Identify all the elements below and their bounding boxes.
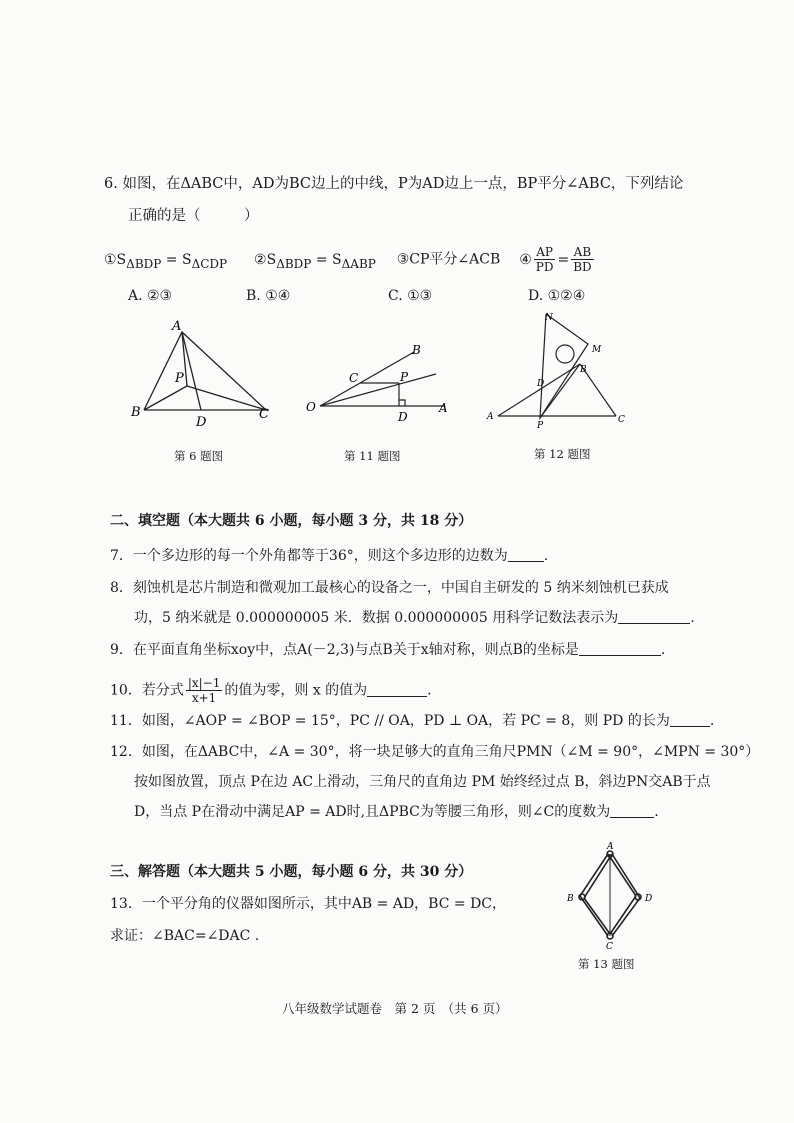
- figure-12-triangle-ruler: [484, 306, 634, 434]
- fig6-label-a: A: [172, 319, 182, 334]
- fig11-label-p: P: [400, 370, 409, 384]
- q10: 10．若分式 $\frac{|x|-1}{x+1}$ 的值为零，则 x 的值为 .: [110, 676, 432, 705]
- q6-opt3: ③CP平分∠ACB: [396, 251, 501, 268]
- fig12-label-a: A: [487, 412, 494, 422]
- fig11-label-b: B: [412, 343, 421, 357]
- page-footer: 八年级数学试题卷 第 2 页 （共 6 页）: [282, 1001, 508, 1016]
- q11: 11．如图，∠AOP = ∠BOP = 15°，PC // OA，PD ⊥ OA，若 PC = 8，则 PD 的长为 .: [110, 713, 715, 729]
- section2-heading: 二、填空题（本大题共 6 小题，每小题 3 分，共 18 分）: [110, 513, 473, 529]
- fig6-label-d: D: [196, 415, 207, 430]
- fig12-label-b: B: [580, 365, 587, 375]
- q6-choice-d: D. ①②④: [528, 288, 586, 304]
- fig6-label-b: B: [131, 405, 141, 420]
- fig6-label-c: C: [259, 407, 269, 422]
- q13-line1: 13．一个平分角的仪器如图所示，其中AB = AD，BC = DC，: [110, 896, 507, 912]
- fig11-label-a: A: [439, 401, 448, 415]
- fig13-label-b: B: [567, 894, 574, 904]
- q6-choice-c: C. ①③: [388, 288, 433, 304]
- fig11-label-c: C: [349, 371, 359, 385]
- fig13-label-c: C: [606, 942, 613, 952]
- q6-line1: 6. 如图，在ΔABC中，AD为BC边上的中线，P为AD边上一点，BP平分∠ABC，下列结论: [104, 176, 684, 192]
- q13-line2: 求证：∠BAC=∠DAC .: [110, 928, 260, 944]
- q12-line1: 12．如图，在ΔABC中，∠A = 30°，将一块足够大的直角三角尺PMN（∠M = 90°，∠MPN = 30°）: [110, 744, 760, 760]
- q6-options-row: [104, 245, 596, 274]
- fig13-label-a: A: [607, 842, 614, 852]
- q7: 7．一个多边形的每一个外角都等于36°，则这个多边形的边数为 .: [110, 548, 549, 564]
- q12-line3: D，当点 P在滑动中满足AP = AD时,且ΔPBC为等腰三角形，则∠C的度数为 .: [134, 804, 659, 820]
- fig12-caption: 第 12 题图: [534, 447, 591, 461]
- q8-line1: 8．刻蚀机是芯片制造和微观加工最核心的设备之一，中国自主研发的 5 纳米刻蚀机已获成: [110, 580, 669, 596]
- fig11-label-o: O: [306, 400, 316, 414]
- fig12-label-p: P: [537, 421, 544, 431]
- fig12-label-m: M: [592, 345, 602, 355]
- fig11-label-d: D: [398, 410, 408, 424]
- fig12-label-n: N: [545, 313, 553, 323]
- q6-choice-a: A. ②③: [128, 288, 173, 304]
- q6-choice-b: B. ①④: [246, 288, 291, 304]
- fig12-label-d: D: [537, 379, 545, 389]
- q12-line2: 按如图放置，顶点 P在边 AC上滑动，三角尺的直角边 PM 始终经过点 B，斜边PN交AB于点: [134, 774, 711, 790]
- figure-11-angle: [302, 338, 462, 428]
- fig13-label-d: D: [645, 894, 653, 904]
- figure-6-triangle: [128, 318, 278, 436]
- figure-13-angle-bisector-instrument: [560, 840, 660, 952]
- q9: 9．在平面直角坐标xoy中，点A(－2,3)与点B关于x轴对称，则点B的坐标是 .: [110, 642, 666, 658]
- q6-opt2: $②S_{\Delta BDP} = S_{\Delta ABP}$: [254, 251, 376, 271]
- q8-line2: 功，5 纳米就是 0.000000005 米．数据 0.000000005 用科学记数法表示为 .: [134, 610, 695, 626]
- section3-heading: 三、解答题（本大题共 5 小题，每小题 6 分，共 30 分）: [110, 864, 473, 880]
- q6-line2: 正确的是（ ）: [128, 208, 259, 224]
- q6-opt4: ④ $\frac{AP}{PD}$ = $\frac{AB}{BD}$: [519, 245, 592, 274]
- fig12-label-c: C: [618, 415, 625, 425]
- fig11-caption: 第 11 题图: [344, 449, 401, 463]
- fig13-caption: 第 13 题图: [578, 957, 635, 971]
- q6-opt1: $①S_{\Delta BDP} = S_{\Delta CDP}$: [104, 251, 228, 271]
- fig6-caption: 第 6 题图: [174, 449, 224, 463]
- fig6-label-p: P: [175, 371, 184, 386]
